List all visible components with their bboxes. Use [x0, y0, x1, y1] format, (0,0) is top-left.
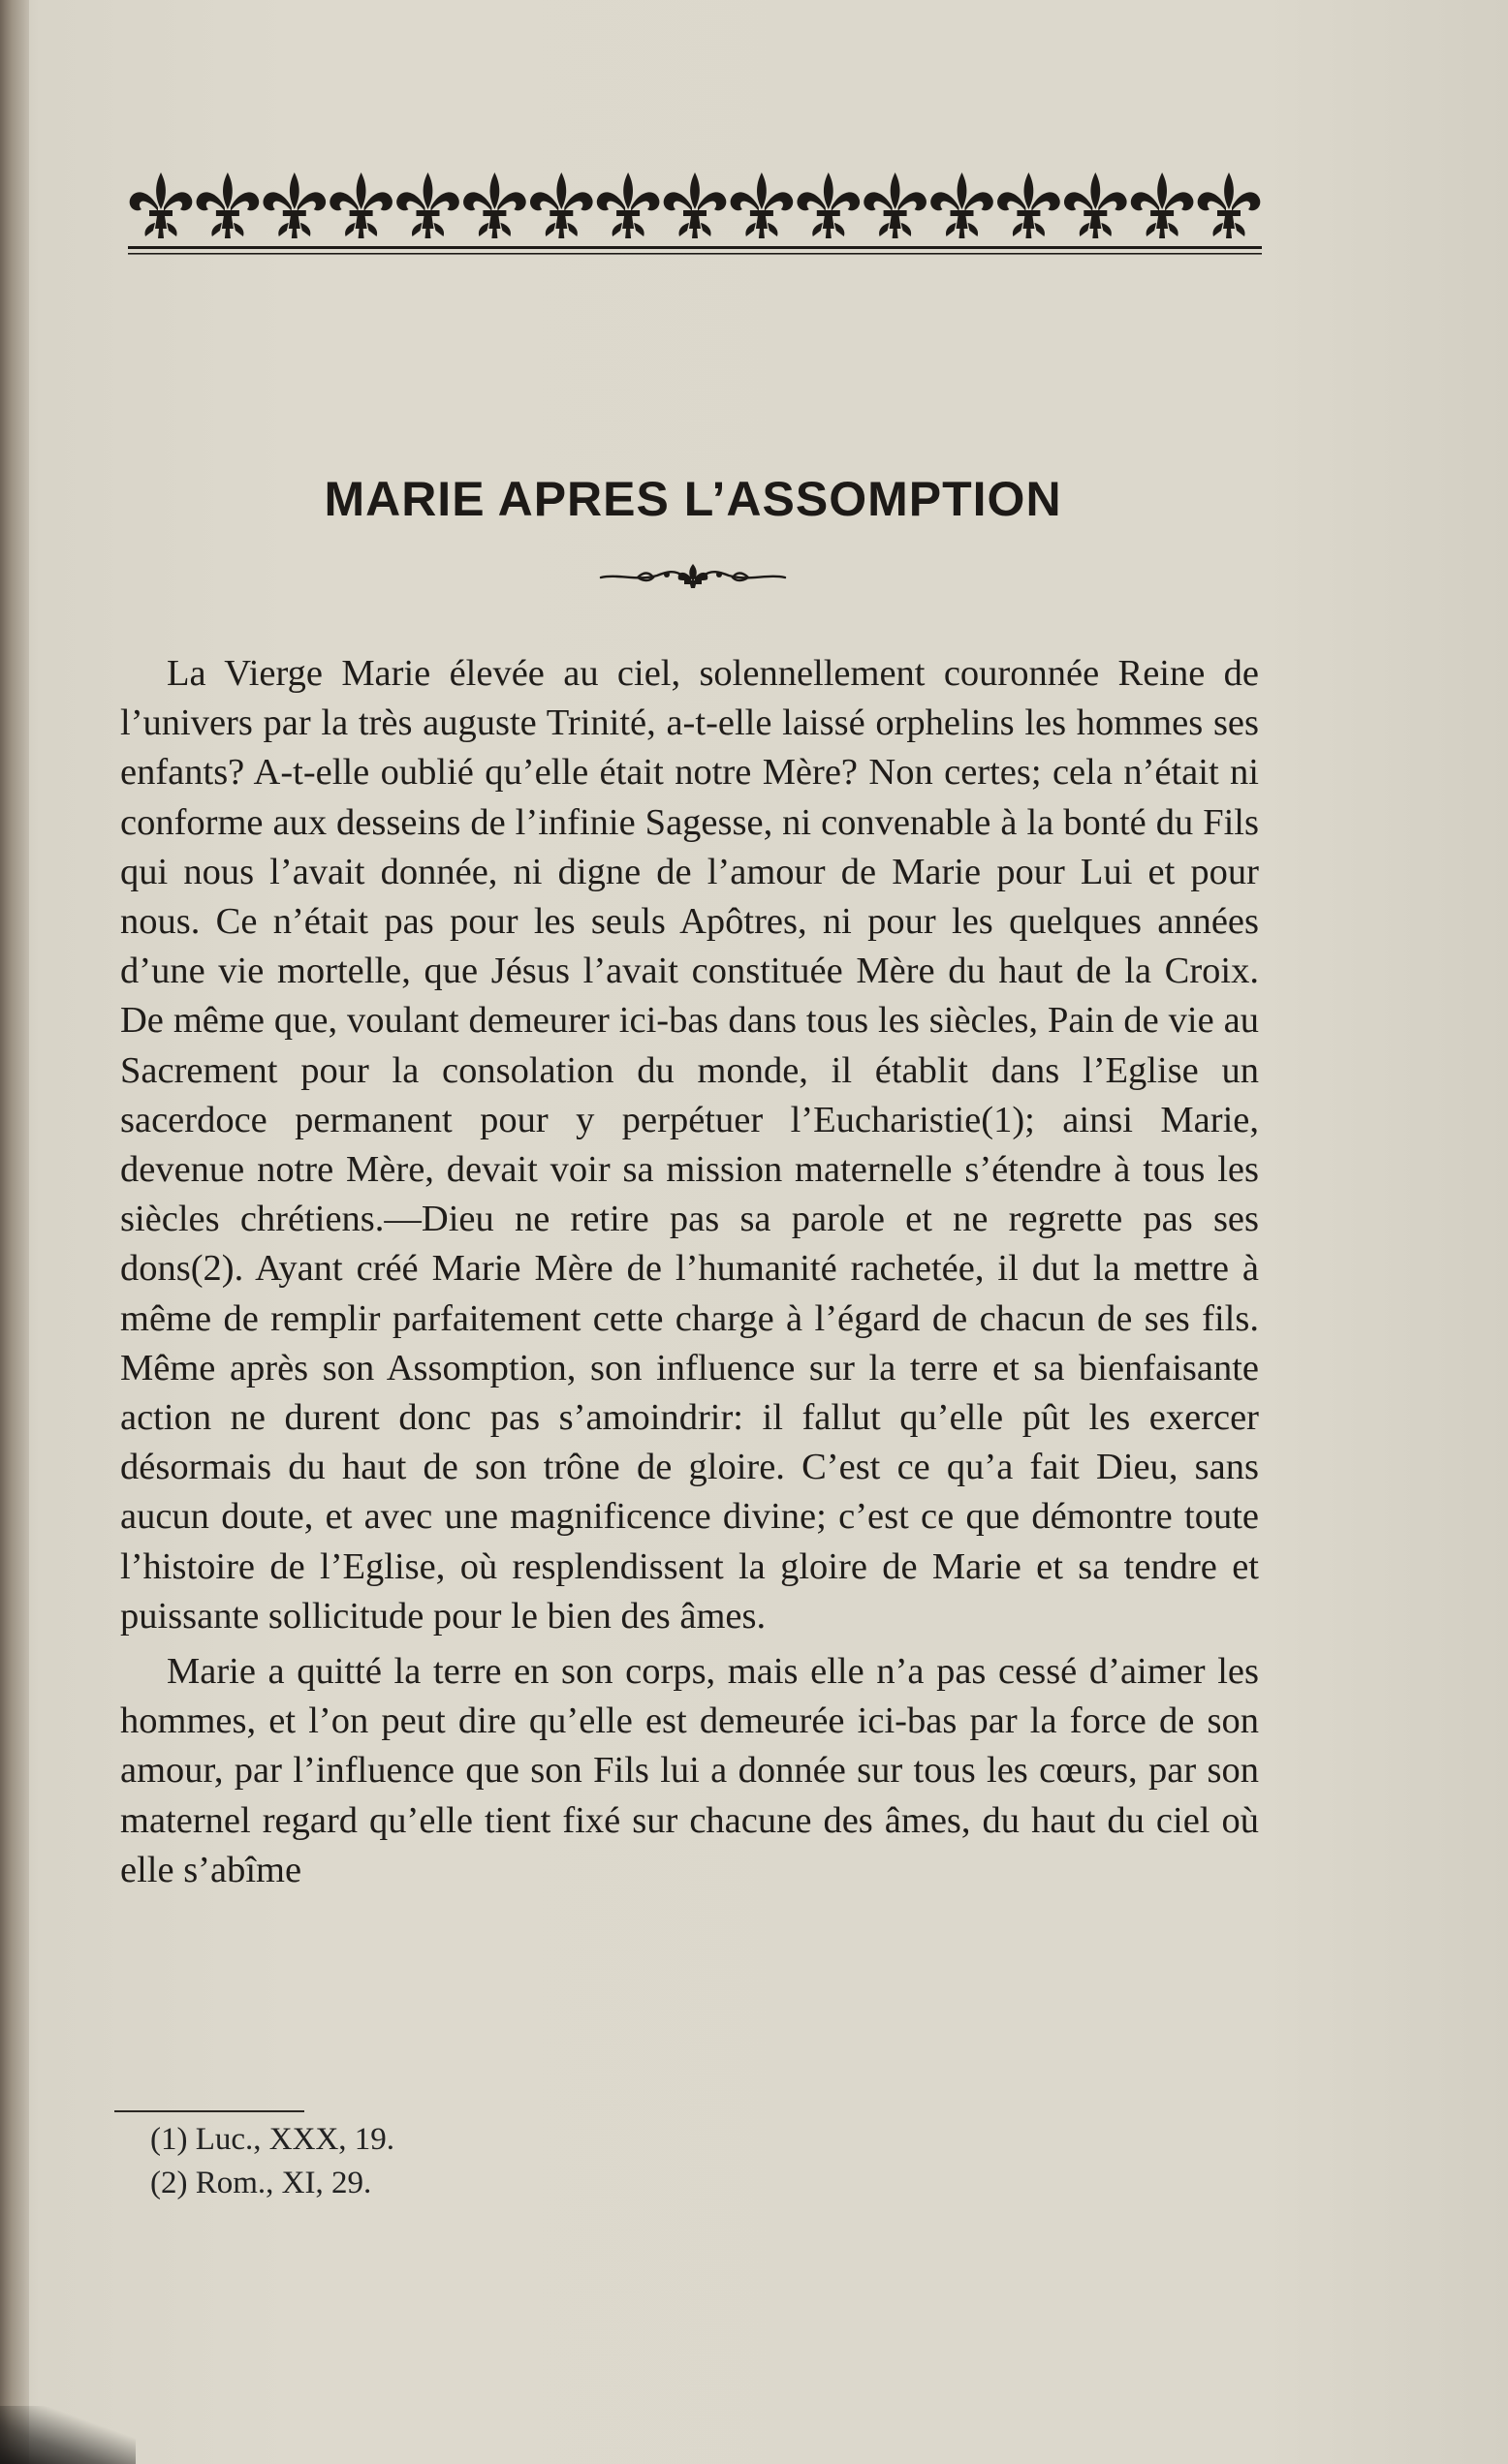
- fleur-de-lis-icon: [330, 172, 393, 238]
- fleur-de-lis-icon: [530, 172, 593, 238]
- fleur-de-lis-icon: [664, 172, 727, 238]
- fleur-de-lis-border: [128, 163, 1262, 269]
- page-title: MARIE APRES L’ASSOMPTION: [324, 471, 1062, 526]
- paragraph-1: La Vierge Marie élevée au ciel, solennellement couronnée Reine de l’univers par la très auguste Trinité, a-t-elle laissé orphelins les hommes ses enfants? A-t-elle oublié qu’elle était notre Mère? Non certes; cela n’était ni conforme aux desseins de l’infinie Sagesse, ni convenable à la bonté du Fils qui nous l’avait donnée, ni digne de l’amour de Marie pour Lui et pour nous. Ce n’était pas pour les seuls Apôtres, ni pour les quelques années d’une vie mortelle, que Jésus l’avait constituée Mère du haut de la Croix. De même que, voulant demeurer ici-bas dans tous les siècles, Pain de vie au Sacrement pour la consolation du monde, il établit dans l’Eglise un sacerdoce permanent pour y perpétuer l’Eucharistie(1); ainsi Marie, devenue notre Mère, devait voir sa mission maternelle s’étendre à tous les siècles chrétiens.—Dieu ne retire pas sa parole et ne regrette pas ses dons(2). Ayant créé Marie Mère de l’humanité rachetée, il dut la mettre à même de remplir parfaitement cette charge à l’égard de chacun de ses fils. Même après son Assomption, son influence sur la terre et sa bienfaisante action ne durent donc pas s’amoindrir: il fallut qu’elle pût les exercer désormais du haut de son trône de gloire. C’est ce qu’a fait Dieu, sans aucun doute, et avec une magnificence divine; c’est ce que démontre toute l’histoire de l’Eglise, où resplendissent la gloire de Marie et sa tendre et puissante sollicitude pour le bien des âmes.: [120, 653, 1259, 1637]
- fleur-de-lis-icon: [997, 172, 1060, 238]
- fleur-de-lis-icon: [130, 172, 193, 238]
- fleur-de-lis-icon: [797, 172, 860, 238]
- footnotes: [150, 2118, 394, 2205]
- fleur-de-lis-icon: [197, 172, 260, 238]
- main-text: [120, 649, 1259, 1895]
- paragraph-2: Marie a quitté la terre en son corps, mais elle n’a pas cessé d’aimer les hommes, et l’on peut dire qu’elle est demeurée ici-bas par la force de son amour, par l’influence que son Fils lui a donnée sur tous les cœurs, par son maternel regard qu’elle tient fixé sur chacune des âmes, du haut du ciel où elle s’abîme: [120, 1651, 1259, 1890]
- fleur-de-lis-icon: [930, 172, 993, 238]
- fleur-de-lis-icon: [1131, 172, 1194, 238]
- fleur-de-lis-icon: [1198, 172, 1261, 238]
- fleur-de-lis-icon: [597, 172, 660, 238]
- footnote-divider: [114, 2110, 304, 2112]
- fleur-de-lis-icon: [1064, 172, 1127, 238]
- footnote-2: (2) Rom., XI, 29.: [150, 2166, 372, 2200]
- title-flourish-ornament: [599, 562, 787, 589]
- fleur-de-lis-icon: [396, 172, 459, 238]
- fleur-de-lis-icon: [263, 172, 326, 238]
- fleur-de-lis-icon: [463, 172, 526, 238]
- page-binding-edge: [0, 0, 29, 2464]
- footnote-1: (1) Luc., XXX, 19.: [150, 2122, 395, 2157]
- fleur-de-lis-icon: [731, 172, 794, 238]
- page-corner-shadow: [0, 2406, 136, 2464]
- fleur-de-lis-icon: [864, 172, 927, 238]
